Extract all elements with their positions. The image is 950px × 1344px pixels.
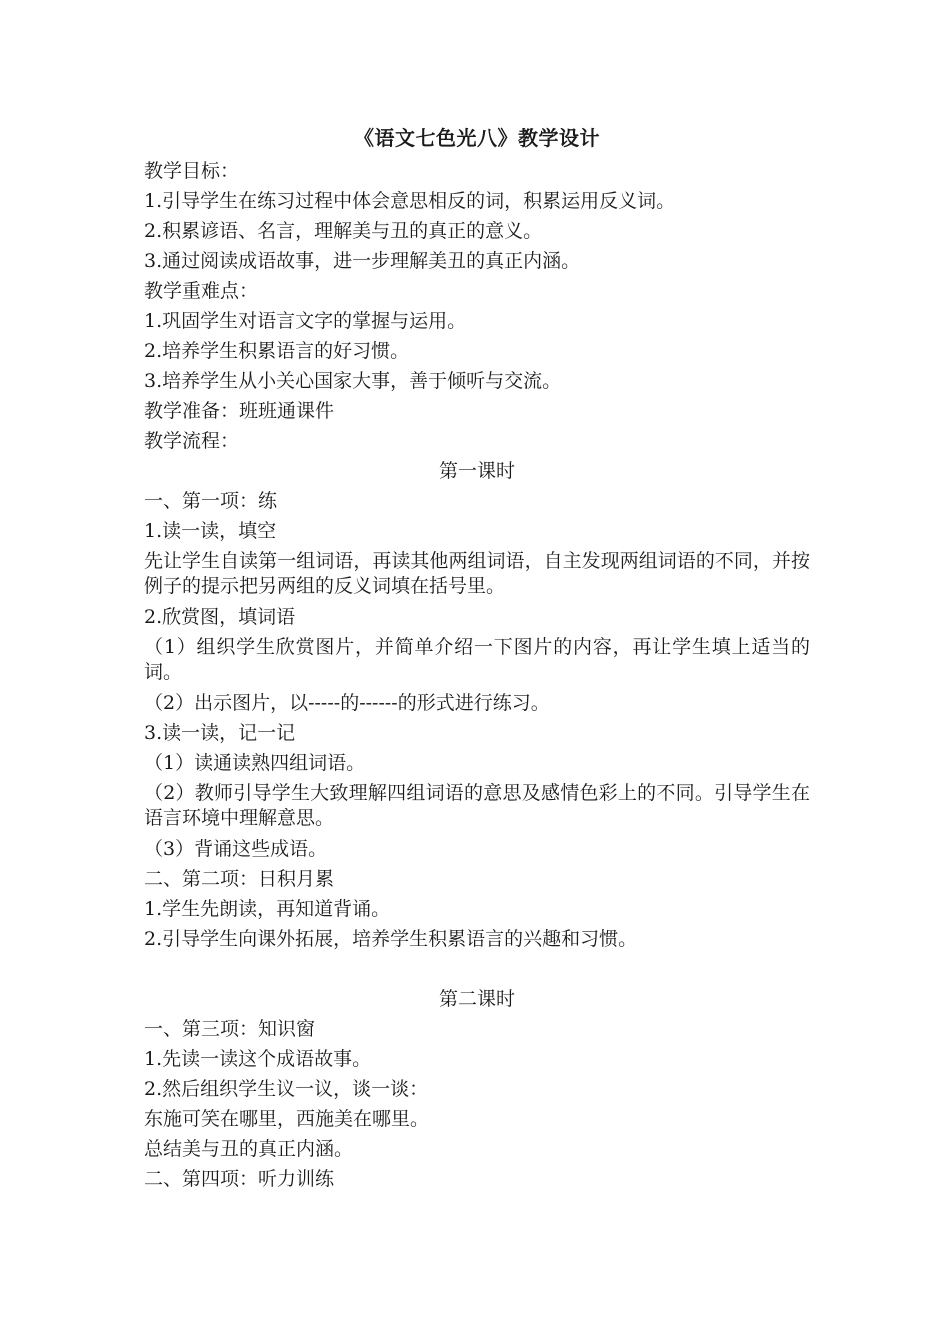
objective-item: 2.积累谚语、名言，理解美与丑的真正的意义。 bbox=[144, 220, 543, 242]
lesson2-heading: 第二课时 bbox=[438, 988, 515, 1010]
lesson1-item1: 1.读一读，填空 bbox=[144, 520, 277, 542]
document-page bbox=[144, 120, 810, 1194]
objectives-heading: 教学目标： bbox=[144, 160, 240, 182]
lesson1-item3-sub3: （3）背诵这些成语。 bbox=[144, 838, 328, 860]
blank-line bbox=[144, 954, 810, 984]
lesson2-item1: 1.先读一读这个成语故事。 bbox=[144, 1048, 372, 1070]
lesson2-item2-line1: 东施可笑在哪里，西施美在哪里。 bbox=[144, 1108, 430, 1130]
keypoint-item: 2.培养学生积累语言的好习惯。 bbox=[144, 340, 410, 362]
lesson1-part2-item2: 2.引导学生向课外拓展，培养学生积累语言的兴趣和习惯。 bbox=[144, 928, 638, 950]
lesson2-item2-line2: 总结美与丑的真正内涵。 bbox=[144, 1138, 354, 1160]
lesson1-item2-sub2: （2）出示图片，以-----的------的形式进行练习。 bbox=[144, 692, 550, 714]
lesson1-item2-sub1: （1）组织学生欣赏图片，并简单介绍一下图片的内容，再让学生填上适当的词。 bbox=[144, 636, 810, 683]
lesson2-part1-heading: 一、第三项：知识窗 bbox=[144, 1018, 316, 1040]
lesson1-part1-heading: 一、第一项：练 bbox=[144, 490, 278, 512]
keypoint-item: 1.巩固学生对语言文字的掌握与运用。 bbox=[144, 310, 467, 332]
lesson2-part2-heading: 二、第四项：听力训练 bbox=[144, 1168, 335, 1190]
keypoints-heading: 教学重难点： bbox=[144, 280, 259, 302]
preparation-line: 教学准备：班班通课件 bbox=[144, 400, 335, 422]
lesson1-item3: 3.读一读，记一记 bbox=[144, 722, 296, 744]
lesson1-item1-desc: 先让学生自读第一组词语，再读其他两组词语，自主发现两组词语的不同，并按例子的提示把另两组的反义词填在括号里。 bbox=[144, 550, 810, 597]
lesson1-item3-sub1: （1）读通读熟四组词语。 bbox=[144, 752, 366, 774]
document-title: 《语文七色光八》教学设计 bbox=[354, 126, 600, 150]
lesson1-part2-item1: 1.学生先朗读，再知道背诵。 bbox=[144, 898, 391, 920]
lesson1-item3-sub2: （2）教师引导学生大致理解四组词语的意思及感情色彩上的不同。引导学生在语言环境中理解意思。 bbox=[144, 782, 810, 829]
lesson1-heading: 第一课时 bbox=[438, 460, 515, 482]
keypoint-item: 3.培养学生从小关心国家大事，善于倾听与交流。 bbox=[144, 370, 562, 392]
objective-item: 1.引导学生在练习过程中体会意思相反的词，积累运用反义词。 bbox=[144, 190, 676, 212]
lesson1-part2-heading: 二、第二项：日积月累 bbox=[144, 868, 335, 890]
lesson2-item2: 2.然后组织学生议一议，谈一谈： bbox=[144, 1078, 429, 1100]
process-heading: 教学流程： bbox=[144, 430, 240, 452]
objective-item: 3.通过阅读成语故事，进一步理解美丑的真正内涵。 bbox=[144, 250, 581, 272]
lesson1-item2: 2.欣赏图，填词语 bbox=[144, 606, 296, 628]
